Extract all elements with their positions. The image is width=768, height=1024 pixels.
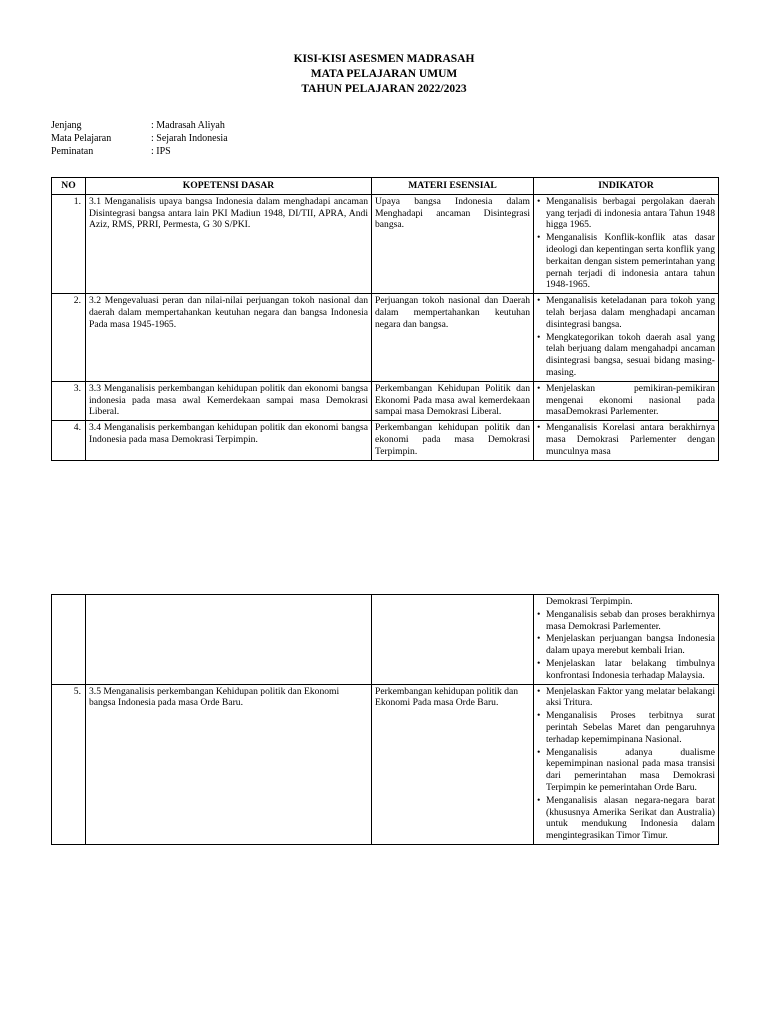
materi-esensial-cell — [372, 595, 534, 685]
table-row — [52, 595, 719, 685]
table-row — [52, 421, 719, 460]
title-line-2: MATA PELAJARAN UMUM — [310, 68, 458, 80]
materi-esensial-cell: Perkembangan kehidupan politik dan Ekonomi Pada masa Orde Baru. — [372, 684, 534, 844]
indikator-item: • Menganalisis Konflik-konflik atas dasar ideologi dan kepentingan serta konflik yang berkaitan dengan sistem pemerintahan yang pernah terjadi di indonesia antara tahun 1948-1965. — [537, 232, 715, 291]
meta-row-jenjang — [51, 119, 228, 132]
meta-row-peminatan — [51, 145, 228, 158]
meta-row-mata-pelajaran — [51, 132, 228, 145]
header-materi-esensial: MATERI ESENSIAL — [372, 178, 534, 195]
indikator-item: • Menjelaskan perjuangan bangsa Indonesia dalam upaya merebut kembali Irian. — [537, 633, 715, 657]
header-indikator: INDIKATOR — [534, 178, 719, 195]
indikator-item: • Menganalisis alasan negara-negara barat (khususnya Amerika Serikat dan Australia) untuk mendukung Indonesia dalam mengintegrasikan Timor Timur. — [537, 795, 715, 842]
indikator-item: • Mengkategorikan tokoh daerah asal yang telah berjuang dalam mengahadpi ancaman disintegrasi bangsa, sesuai bidang masing-masing. — [537, 332, 715, 379]
meta-value: : Madrasah Aliyah — [151, 120, 225, 131]
kompetensi-dasar-cell: 3.5 Menganalisis perkembangan Kehidupan politik dan Ekonomi bangsa Indonesia pada masa Orde Baru. — [86, 684, 372, 844]
title-line-3: TAHUN PELAJARAN 2022/2023 — [301, 83, 467, 95]
row-number: 5. — [52, 684, 86, 844]
kisi-kisi-table-page-2 — [51, 594, 719, 845]
kisi-kisi-table-page-1 — [51, 177, 719, 461]
header-no: NO — [52, 178, 86, 195]
row-number — [52, 595, 86, 685]
meta-label: Mata Pelajaran — [51, 133, 112, 144]
kompetensi-dasar-cell: 3.4 Menganalisis perkembangan kehidupan politik dan ekonomi bangsa Indonesia pada masa Demokrasi Terpimpin. — [86, 421, 372, 460]
indikator-item: • Menganalisis sebab dan proses berakhirnya masa Demokrasi Parlementer. — [537, 609, 715, 633]
indikator-item: • Menganalisis keteladanan para tokoh yang telah berjasa dalam menghadapi ancaman disintegrasi bangsa. — [537, 295, 715, 330]
indikator-cell — [534, 684, 719, 844]
row-number: 3. — [52, 381, 86, 420]
indikator-item: • Menganalisis Korelasi antara berakhirnya masa Demokrasi Parlementer dengan munculnya masa — [537, 422, 715, 457]
materi-esensial-cell: Perkembangan Kehidupan Politik dan Ekonomi Pada masa awal kemerdekaan sampai masa Demokrasi Liberal. — [372, 381, 534, 420]
indikator-item: • Menjelaskan pemikiran-pemikiran mengenai ekonomi nasional pada masaDemokrasi Parlementer. — [537, 383, 715, 418]
materi-esensial-cell: Perkembangan kehidupan politik dan ekonomi pada masa Demokrasi Terpimpin. — [372, 421, 534, 460]
indikator-item: • Menganalisis adanya dualisme kepemimpinan nasional pada masa transisi dari pemerintahan masa Demokrasi Terpimpin ke pemerintahan Orde Baru. — [537, 747, 715, 794]
document-meta — [51, 119, 228, 158]
table-row — [52, 294, 719, 382]
meta-value: : Sejarah Indonesia — [151, 133, 228, 144]
kompetensi-dasar-cell: 3.2 Mengevaluasi peran dan nilai-nilai perjuangan tokoh nasional dan daerah dalam mempertahankan keutuhan negara dan bangsa Indonesia Pada masa 1945-1965. — [86, 294, 372, 382]
kompetensi-dasar-cell: 3.3 Menganalisis perkembangan kehidupan politik dan ekonomi bangsa indonesia pada masa awal Kemerdekaan sampai masa Demokrasi Liberal. — [86, 381, 372, 420]
table-row — [52, 684, 719, 844]
indikator-cell — [534, 421, 719, 460]
meta-value: : IPS — [151, 146, 171, 157]
table-row — [52, 381, 719, 420]
kompetensi-dasar-cell — [86, 595, 372, 685]
kompetensi-dasar-cell: 3.1 Menganalisis upaya bangsa Indonesia dalam menghadapi ancaman Disintegrasi bangsa antara lain PKI Madiun 1948, DI/TII, APRA, Andi Aziz, RMS, PRRI, Permesta, G 30 S/PKI. — [86, 194, 372, 293]
row-number: 1. — [52, 194, 86, 293]
indikator-item: • Menganalisis berbagai pergolakan daerah yang terjadi di indonesia antara Tahun 1948 higga 1965. — [537, 196, 715, 231]
indikator-item: • Menjelaskan latar belakang timbulnya konfrontasi Indonesia terhadap Malaysia. — [537, 658, 715, 682]
materi-esensial-cell: Perjuangan tokoh nasional dan Daerah dalam mempertahankan keutuhan negara dan bangsa. — [372, 294, 534, 382]
meta-label: Jenjang — [51, 120, 82, 131]
indikator-cell — [534, 294, 719, 382]
meta-label: Peminatan — [51, 146, 94, 157]
indikator-item: • Menganalisis Proses terbitnya surat perintah Sebelas Maret dan pengaruhnya terhadap kepemimpinana Nasional. — [537, 710, 715, 745]
materi-esensial-cell: Upaya bangsa Indonesia dalam Menghadapi ancaman Disintegrasi bangsa. — [372, 194, 534, 293]
row-number: 4. — [52, 421, 86, 460]
indikator-cell — [534, 595, 719, 685]
table-row — [52, 194, 719, 293]
table-header-row — [52, 178, 719, 195]
document-title — [0, 52, 768, 97]
indikator-cell — [534, 194, 719, 293]
title-line-1: KISI-KISI ASESMEN MADRASAH — [293, 53, 475, 65]
indikator-cell — [534, 381, 719, 420]
indikator-item: • Menjelaskan Faktor yang melatar belakangi aksi Tritura. — [537, 686, 715, 710]
row-number: 2. — [52, 294, 86, 382]
header-kompetensi-dasar: KOPETENSI DASAR — [86, 178, 372, 195]
indikator-continuation: Demokrasi Terpimpin. — [546, 596, 633, 607]
